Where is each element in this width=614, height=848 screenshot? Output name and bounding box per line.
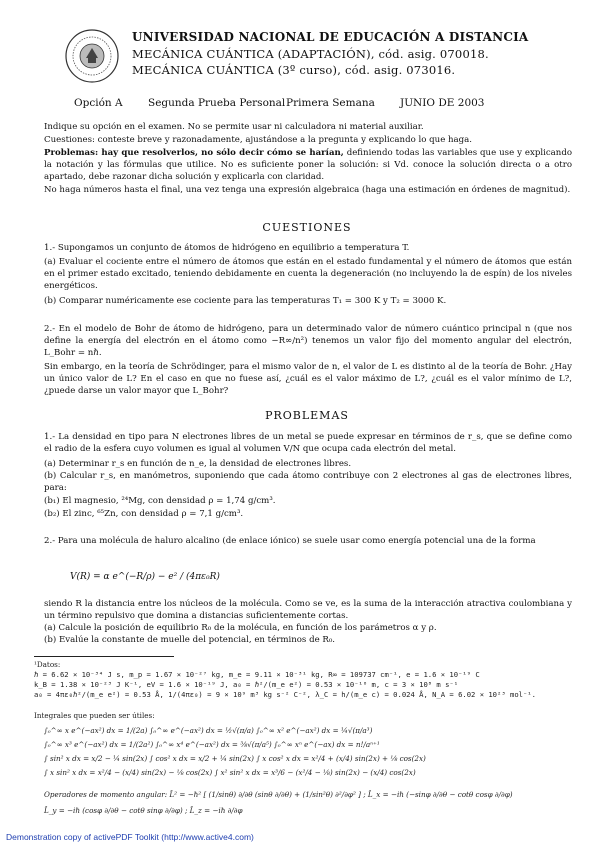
instructions-2: Cuestiones: conteste breve y razonadamente, ajustándose a la pregunta y explicando lo que haga. (44, 135, 473, 145)
problem-1a: (a) Determinar r_s en función de n_e, la densidad de electrones libres. (44, 459, 352, 469)
integrals-row-3: ∫ sin² x dx = x/2 − ¼ sin(2x) ∫ cos² x dx = x/2 + ¼ sin(2x) ∫ x cos² x dx = x²/4 + (x/4) sin(2x) + ⅛ cos(2x) (44, 754, 426, 763)
instructions-3-text: definiendo todas las variables que use y explicando la notación y las fórmulas que utilice. No es suficiente poner la solución: si Vd. conoce la solución directa o a otro apartado, debe razonar dicha solución y explicarla con claridad. (44, 148, 572, 182)
problem-1b: (b) Calcular r_s, en manómetros, suponiendo que cada átomo contribuye con 2 electrones al gas de electrones libres, para: (44, 471, 572, 493)
angular-operators-2: L̂_y = −iℏ (cosφ ∂/∂θ − cotθ sinφ ∂/∂φ) ; L̂_z = −iℏ ∂/∂φ (44, 806, 243, 815)
potential-equation: V(R) = α e^(−R/ρ) − e² / (4πε₀R) (70, 572, 220, 582)
university-name: UNIVERSIDAD NACIONAL DE EDUCACIÓN A DISTANCIA (132, 30, 529, 44)
integrals-title: Integrales que pueden ser útiles: (34, 711, 155, 720)
problem-2a: (a) Calcule la posición de equilibrio R₀ de la molécula, en función de los parámetros α y ρ. (44, 623, 437, 633)
footnote-rule (34, 656, 174, 657)
constants-line-1: ℏ = 6.62 × 10⁻³⁴ J s, m_p = 1.67 × 10⁻²⁷ kg, m_e = 9.11 × 10⁻³¹ kg, R∞ = 109737 cm⁻¹, e = 1.6 × 10⁻¹⁹ C (34, 670, 480, 679)
exam-label: Segunda Prueba Personal (148, 97, 286, 109)
integrals-row-4: ∫ x sin² x dx = x²/4 − (x/4) sin(2x) − ⅛ cos(2x) ∫ x² sin² x dx = x³/6 − (x²/4 − ⅛) sin(2x) − (x/4) cos(2x) (44, 768, 416, 777)
date-label: JUNIO DE 2003 (400, 97, 485, 109)
problem-1b1: (b₁) El magnesio, ²⁴Mg, con densidad ρ = 1,74 g/cm³. (44, 496, 276, 506)
question-1a: (a) Evaluar el cociente entre el número de átomos que están en el estado fundamental y el número de átomos que están en el primer estado excitado, teniendo debidamente en cuenta la degeneración (no incluyendo la de espín) de los niveles energéticos. (44, 257, 572, 291)
instructions-3-bold: Problemas: hay que resolverlos, no sólo decir cómo se harían, (44, 148, 344, 158)
question-1b: (b) Comparar numéricamente ese cociente para las temperaturas T₁ = 300 K y T₂ = 3000 K. (44, 296, 447, 306)
university-seal-icon (64, 28, 120, 84)
integrals-row-2: ∫₀^∞ x³ e^(−ax²) dx = 1/(2a²) ∫₀^∞ x⁴ e^(−ax²) dx = ⅜√(π/a⁵) ∫₀^∞ xⁿ e^(−ax) dx = n!/aⁿ⁺¹ (44, 740, 380, 749)
question-2: 2.- En el modelo de Bohr de átomo de hidrógeno, para un determinado valor de número cuántico principal n (que nos define la energía del electrón en el átomo como −R∞/n²) tenemos un valor fijo del momento angular del electrón, L_Bohr = nℏ. (44, 324, 572, 358)
problem-2: 2.- Para una molécula de haluro alcalino (de enlace iónico) se suele usar como energía potencial una de la forma (44, 536, 536, 546)
course-line-2: MECÁNICA CUÁNTICA (3º curso), cód. asig. 073016. (132, 63, 456, 77)
problem-2b: (b) Evalúe la constante de muelle del potencial, en términos de R₀. (44, 635, 336, 645)
section-title-cuestiones: CUESTIONES (262, 221, 352, 234)
option-label: Opción A (74, 97, 123, 109)
instructions-1: Indique su opción en el examen. No se permite usar ni calculadora ni material auxiliar. (44, 122, 424, 132)
footnote-label: ¹Datos: (34, 660, 61, 669)
constants-line-3: a₀ = 4πε₀ℏ²/(m_e e²) = 0.53 Å, 1/(4πε₀) = 9 × 10⁹ m³ kg s⁻² C⁻², λ_C = h/(m_e c) = 0.024 Å, N_A = 6.02 × 10²³ mol⁻¹. (34, 690, 536, 699)
instructions-4: No haga números hasta el final, una vez tenga una expresión algebraica (haga una estimación en órdenes de magnitud). (44, 185, 571, 195)
course-line-1: MECÁNICA CUÁNTICA (ADAPTACIÓN), cód. asig. 070018. (132, 47, 489, 61)
integrals-row-1: ∫₀^∞ x e^(−ax²) dx = 1/(2a) ∫₀^∞ e^(−ax²) dx = ½√(π/a) ∫₀^∞ x² e^(−ax²) dx = ¼√(π/a³) (44, 726, 373, 735)
problem-1b2: (b₂) El zinc, ⁶⁵Zn, con densidad ρ = 7,1 g/cm³. (44, 509, 244, 519)
watermark-footer: Demonstration copy of activePDF Toolkit (http://www.active4.com) (6, 832, 254, 842)
problem-2-text: siendo R la distancia entre los núcleos de la molécula. Como se ve, es la suma de la interacción atractiva coulombiana y un término repulsivo que domina a distancias suficientemente cortas. (44, 599, 572, 621)
week-label: Primera Semana (286, 97, 375, 109)
constants-line-2: k_B = 1.38 × 10⁻²³ J K⁻¹, eV = 1.6 × 10⁻¹⁹ J, a₀ = ℏ²/(m_e e²) = 0.53 × 10⁻¹⁰ m, c = 3 × 10⁸ m s⁻¹ (34, 680, 459, 689)
angular-operators-1: Operadores de momento angular: L̂² = −ℏ² [ (1/sinθ) ∂/∂θ (sinθ ∂/∂θ) + (1/sin²θ) ∂²/∂φ² ] ; L̂_x = −iℏ (−sinφ ∂/∂θ − cotθ cosφ ∂/∂φ) (44, 790, 513, 799)
section-title-problemas: PROBLEMAS (265, 409, 349, 422)
instructions-3 (44, 147, 572, 183)
question-2-cont: Sin embargo, en la teoría de Schrödinger, para el mismo valor de n, el valor de L es distinto al de la teoría de Bohr. ¿Hay un único valor de L? En el caso en que no fuese así, ¿cuál es el valor máximo de L?, ¿cuál es el valor mínimo de L?, ¿puede darse un valor mayor que L_Bohr? (44, 362, 572, 396)
problem-1: 1.- La densidad en tipo para N electrones libres de un metal se puede expresar en términos de r_s, que se define como el radio de la esfera cuyo volumen es igual al volumen V/N que ocupa cada electrón del metal. (44, 432, 572, 454)
question-1-intro: 1.- Supongamos un conjunto de átomos de hidrógeno en equilibrio a temperatura T. (44, 243, 410, 253)
